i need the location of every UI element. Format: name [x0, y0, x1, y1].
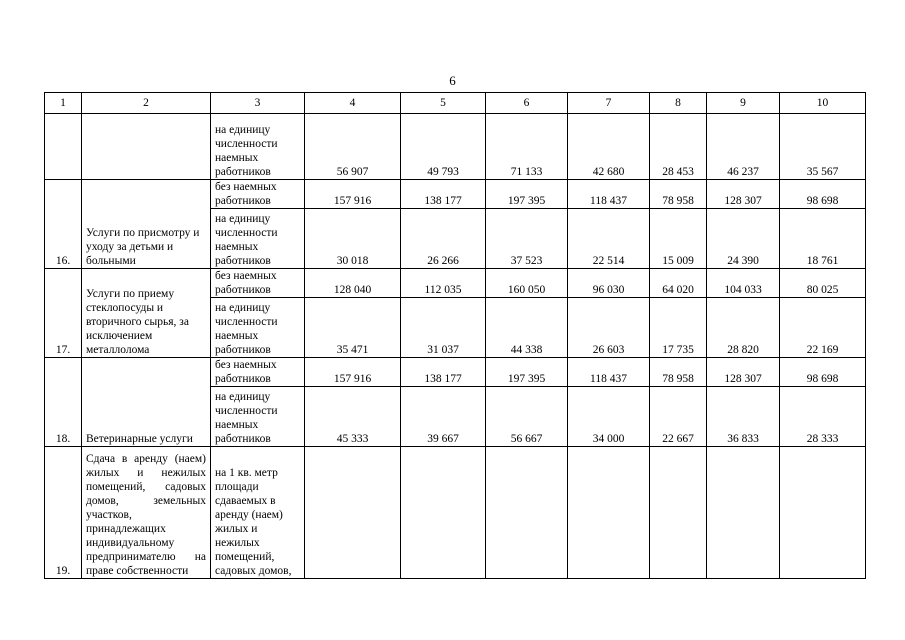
value-cell: 17 735 — [650, 298, 707, 358]
value-cell — [780, 447, 866, 579]
index-cell: 17. — [45, 269, 82, 358]
value-cell: 46 237 — [707, 114, 780, 180]
value-cell: 118 437 — [568, 180, 650, 209]
value-cell — [401, 447, 486, 579]
value-cell: 157 916 — [305, 358, 401, 387]
value-cell: 98 698 — [780, 180, 866, 209]
unit-cell: на единицу численности наемных работников — [211, 298, 305, 358]
value-cell: 31 037 — [401, 298, 486, 358]
value-cell: 34 000 — [568, 387, 650, 447]
value-cell: 104 033 — [707, 269, 780, 298]
header-row — [45, 93, 866, 114]
index-cell — [45, 114, 82, 180]
value-cell: 96 030 — [568, 269, 650, 298]
col-header: 4 — [305, 93, 401, 114]
value-cell: 39 667 — [401, 387, 486, 447]
value-cell: 36 833 — [707, 387, 780, 447]
value-cell: 28 453 — [650, 114, 707, 180]
value-cell: 64 020 — [650, 269, 707, 298]
unit-cell: на единицу численности наемных работников — [211, 114, 305, 180]
name-cell: Сдача в аренду (наем) жилых и нежилых помещений, садовых домов, земельных участков, принадлежащих индивидуальному предпринимателю на праве собственности — [82, 447, 211, 579]
name-cell: Услуги по присмотру и уходу за детьми и больными — [82, 180, 211, 269]
value-cell: 197 395 — [486, 358, 568, 387]
unit-cell: на единицу численности наемных работников — [211, 387, 305, 447]
value-cell: 18 761 — [780, 209, 866, 269]
value-cell: 128 307 — [707, 180, 780, 209]
value-cell: 45 333 — [305, 387, 401, 447]
value-cell: 26 603 — [568, 298, 650, 358]
value-cell — [650, 447, 707, 579]
value-cell: 78 958 — [650, 180, 707, 209]
unit-cell: на единицу численности наемных работников — [211, 209, 305, 269]
index-cell: 19. — [45, 447, 82, 579]
col-header: 1 — [45, 93, 82, 114]
table-row — [45, 269, 866, 298]
value-cell — [305, 447, 401, 579]
value-cell: 128 040 — [305, 269, 401, 298]
value-cell: 160 050 — [486, 269, 568, 298]
value-cell — [707, 447, 780, 579]
name-cell: Услуги по приему стеклопосуды и вторичного сырья, за исключением металлолома — [82, 269, 211, 358]
page-number: 6 — [449, 73, 456, 88]
table-row — [45, 358, 866, 387]
value-cell: 15 009 — [650, 209, 707, 269]
value-cell: 98 698 — [780, 358, 866, 387]
col-header: 9 — [707, 93, 780, 114]
value-cell — [486, 447, 568, 579]
value-cell: 22 514 — [568, 209, 650, 269]
value-cell: 80 025 — [780, 269, 866, 298]
col-header: 3 — [211, 93, 305, 114]
value-cell — [568, 447, 650, 579]
col-header: 10 — [780, 93, 866, 114]
col-header: 8 — [650, 93, 707, 114]
col-header: 2 — [82, 93, 211, 114]
value-cell: 71 133 — [486, 114, 568, 180]
value-cell: 112 035 — [401, 269, 486, 298]
value-cell: 24 390 — [707, 209, 780, 269]
value-cell: 118 437 — [568, 358, 650, 387]
value-cell: 128 307 — [707, 358, 780, 387]
value-cell: 22 667 — [650, 387, 707, 447]
value-cell: 30 018 — [305, 209, 401, 269]
value-cell: 49 793 — [401, 114, 486, 180]
col-header: 7 — [568, 93, 650, 114]
value-cell: 138 177 — [401, 180, 486, 209]
col-header: 5 — [401, 93, 486, 114]
table-row — [45, 180, 866, 209]
name-cell: Ветеринарные услуги — [82, 358, 211, 447]
value-cell: 28 820 — [707, 298, 780, 358]
value-cell: 157 916 — [305, 180, 401, 209]
value-cell: 56 907 — [305, 114, 401, 180]
tax-rate-table — [44, 92, 866, 579]
index-cell: 16. — [45, 180, 82, 269]
index-cell: 18. — [45, 358, 82, 447]
value-cell: 22 169 — [780, 298, 866, 358]
unit-cell: без наемных работников — [211, 358, 305, 387]
value-cell: 44 338 — [486, 298, 568, 358]
name-cell — [82, 114, 211, 180]
value-cell: 138 177 — [401, 358, 486, 387]
unit-cell: без наемных работников — [211, 269, 305, 298]
value-cell: 37 523 — [486, 209, 568, 269]
value-cell: 26 266 — [401, 209, 486, 269]
value-cell: 42 680 — [568, 114, 650, 180]
unit-cell: на 1 кв. метр площади сдаваемых в аренду (наем) жилых и нежилых помещений, садовых домов, — [211, 447, 305, 579]
value-cell: 197 395 — [486, 180, 568, 209]
value-cell: 35 471 — [305, 298, 401, 358]
unit-cell: без наемных работников — [211, 180, 305, 209]
value-cell: 56 667 — [486, 387, 568, 447]
table-row — [45, 114, 866, 180]
value-cell: 78 958 — [650, 358, 707, 387]
col-header: 6 — [486, 93, 568, 114]
table-row — [45, 447, 866, 579]
value-cell: 35 567 — [780, 114, 866, 180]
value-cell: 28 333 — [780, 387, 866, 447]
